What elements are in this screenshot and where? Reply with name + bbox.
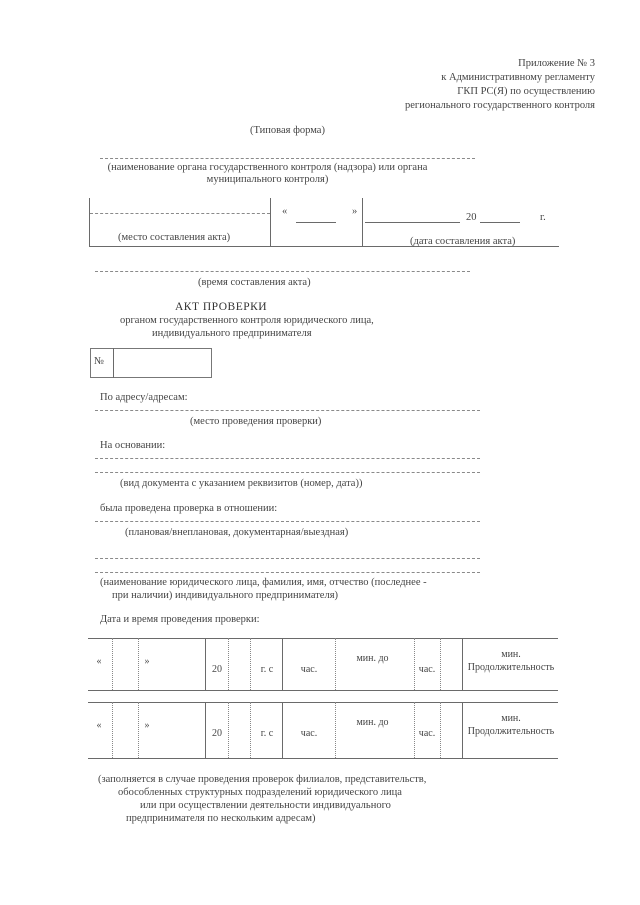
row1-hour2: час. [418, 664, 436, 675]
row1-year: 20 [212, 664, 222, 675]
row2-div [112, 702, 113, 758]
year-suffix: г. [540, 212, 546, 223]
row1-div [228, 638, 229, 690]
frame-mid [270, 198, 271, 246]
act-number-box [90, 348, 212, 378]
row1-min: мин. до [356, 653, 389, 664]
time-caption: (время составления акта) [198, 277, 311, 288]
address-label: По адресу/адресам: [100, 392, 188, 403]
footnote-line4: предпринимателя по нескольким адресам) [126, 813, 316, 824]
entity-line2 [95, 572, 480, 573]
basis-line2 [95, 472, 480, 473]
conducted-label: была проведена проверка в отношении: [100, 503, 278, 514]
row2-year: 20 [212, 728, 222, 739]
place-caption: (место составления акта) [118, 232, 231, 243]
year-line [480, 222, 520, 223]
conducted-line [95, 521, 480, 522]
basis-label: На основании: [100, 440, 166, 451]
row1-div [250, 638, 251, 690]
act-subtitle-line1: органом государственного контроля юридического лица, [120, 315, 374, 326]
row2-div [138, 702, 139, 758]
row1-div [462, 638, 463, 690]
row1-hour: час. [300, 664, 318, 675]
row2-hour2: час. [418, 728, 436, 739]
row1-g: г. с [260, 664, 274, 675]
row1-div [282, 638, 283, 690]
datetime-label: Дата и время проведения проверки: [100, 614, 260, 625]
row2-div [440, 702, 441, 758]
date-quote-close: » [352, 206, 358, 217]
row2-div [462, 702, 463, 758]
entity-line1 [95, 558, 480, 559]
address-caption: (место проведения проверки) [190, 416, 322, 427]
row1-q2: » [144, 656, 150, 667]
address-line [95, 410, 480, 411]
row2-q2: » [144, 720, 150, 731]
regulation-ref-line2: ГКП РС(Я) по осуществлению [457, 86, 595, 97]
row2-top [88, 702, 558, 703]
regulation-ref-line1: к Административному регламенту [441, 72, 595, 83]
row1-div [112, 638, 113, 690]
basis-caption: (вид документа с указанием реквизитов (номер, дата)) [120, 478, 363, 489]
frame-left [89, 198, 90, 246]
row2-tail: мин. Продолжительность [467, 713, 555, 737]
place-line-top [90, 213, 270, 214]
entity-caption-line1: (наименование юридического лица, фамилия, имя, отчество (последнее - [100, 577, 427, 588]
footnote-line3: или при осуществлении деятельности индивидуального [140, 800, 391, 811]
agency-caption: (наименование органа государственного контроля (надзора) или органа муниципального контроля) [107, 162, 428, 185]
row2-hour: час. [300, 728, 318, 739]
month-line [365, 222, 460, 223]
entity-caption-line2: при наличии) индивидуального предпринимателя) [112, 590, 339, 601]
act-subtitle-line2: индивидуального предпринимателя [152, 328, 312, 339]
act-title: АКТ ПРОВЕРКИ [175, 301, 268, 313]
row2-div [335, 702, 336, 758]
day-line [296, 222, 336, 223]
row2-div [282, 702, 283, 758]
conducted-caption: (плановая/внеплановая, документарная/выездная) [125, 527, 349, 538]
number-label: № [94, 356, 105, 367]
basis-line1 [95, 458, 480, 459]
agency-line [100, 158, 475, 159]
form-type-label: (Типовая форма) [250, 125, 325, 136]
row1-div [335, 638, 336, 690]
date-quote-open: « [282, 206, 288, 217]
row1-div [440, 638, 441, 690]
row2-min: мин. до [356, 717, 389, 728]
row1-tail: мин. Продолжительность [467, 649, 555, 673]
regulation-ref-line3: регионального государственного контроля [405, 100, 595, 111]
time-line [95, 271, 470, 272]
row2-div [228, 702, 229, 758]
appendix-number: Приложение № 3 [518, 58, 595, 69]
year-prefix: 20 [466, 212, 477, 223]
row2-bottom [88, 758, 558, 759]
row2-div [250, 702, 251, 758]
row2-q1: « [96, 720, 102, 731]
footnote-line2: обособленных структурных подразделений юридического лица [118, 787, 402, 798]
date-caption: (дата составления акта) [410, 236, 516, 247]
row1-div [138, 638, 139, 690]
row1-top [88, 638, 558, 639]
row1-bottom [88, 690, 558, 691]
row2-g: г. с [260, 728, 274, 739]
frame-mid2 [362, 198, 363, 246]
row1-q1: « [96, 656, 102, 667]
number-box-divider [113, 348, 114, 378]
footnote-line1: (заполняется в случае проведения проверок филиалов, представительств, [98, 774, 427, 785]
